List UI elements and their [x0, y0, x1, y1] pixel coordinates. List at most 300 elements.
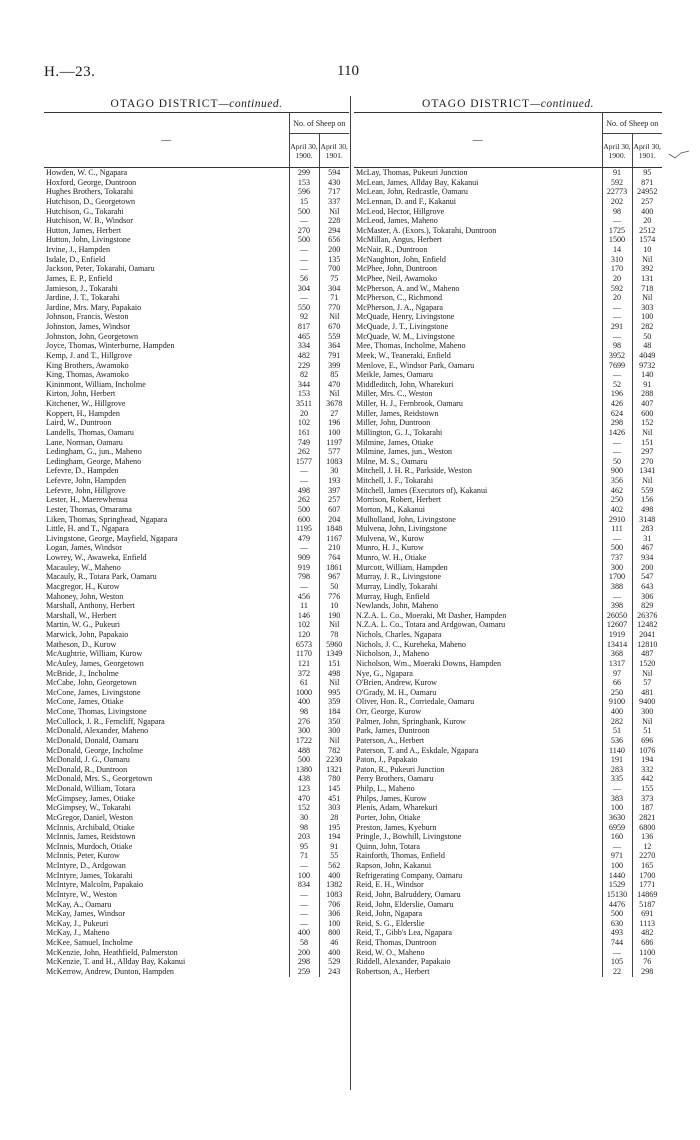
owner-name: Meikle, James, Oamaru	[354, 370, 602, 380]
owner-name: Isdale, D., Enfield	[44, 255, 289, 265]
sheep-1900: 100	[297, 870, 311, 880]
name-column-header: —	[354, 113, 602, 167]
sheep-1901: 562	[319, 861, 349, 871]
sheep-1900: 500	[297, 206, 311, 216]
owner-name: McKee, Samuel, Incholme	[44, 938, 289, 948]
sheep-1901: 442	[632, 774, 662, 784]
sheep-1901: 1197	[319, 438, 349, 448]
owner-name: Macauley, W., Maheno	[44, 563, 289, 573]
sheep-1901: 392	[632, 264, 662, 274]
owner-name: Palmer, John, Springbank, Kurow	[354, 717, 602, 727]
owner-name: Pringle, J., Bowhill, Livingstone	[354, 832, 602, 842]
owner-name: McKay, James, Windsor	[44, 909, 289, 919]
sheep-1900: 817	[297, 322, 311, 331]
sheep-1900: 6959	[608, 822, 626, 832]
sheep-1900: 4476	[608, 899, 626, 909]
table-row	[44, 582, 349, 592]
sheep-1901: 12810	[632, 640, 662, 650]
sheep-1900: 161	[297, 427, 311, 437]
table-row	[354, 399, 662, 409]
table-row	[44, 678, 349, 688]
sheep-1900: 7699	[608, 360, 626, 370]
sheep-1901: 27	[319, 409, 349, 419]
table-row	[354, 370, 662, 380]
owner-name: Philps, James, Kurow	[354, 794, 602, 804]
owner-name: Mitchell, J. H. R., Parkside, Weston	[354, 466, 602, 476]
owner-name: Kemp, J. and T., Hillgrove	[44, 351, 289, 361]
sheep-1901: 75	[319, 274, 349, 284]
owner-name: McDonald, William, Totara	[44, 784, 289, 794]
sheep-1900: 600	[297, 514, 311, 524]
table-row	[354, 553, 662, 563]
sheep-1900: 456	[297, 591, 311, 601]
owner-name: O'Grady, M. H., Oamaru	[354, 688, 602, 698]
sheep-1901: 967	[319, 572, 349, 582]
sheep-1901: Nil	[632, 293, 662, 303]
sheep-1900: 909	[297, 553, 311, 562]
sheep-1900: 479	[297, 533, 311, 543]
table-row	[44, 842, 349, 852]
sheep-1901: 700	[319, 264, 349, 274]
sheep-1901: 288	[632, 389, 662, 399]
sheep-1900: —	[612, 331, 622, 341]
owner-name: Kininmont, William, Incholme	[44, 380, 289, 390]
owner-name: Reid, S. G., Elderslie	[354, 919, 602, 929]
owner-name: McPhee, Neil, Awamoko	[354, 274, 602, 284]
table-row	[354, 563, 662, 573]
owner-name: Mulvena, John, Livingstone	[354, 524, 602, 534]
sheep-1901: 776	[319, 592, 349, 602]
sheep-1901: 14869	[632, 890, 662, 900]
sheep-1900: 488	[297, 745, 311, 755]
owner-name: Lefevre, John, Hampden	[44, 476, 289, 486]
owner-name: Matheson, D., Kurow	[44, 640, 289, 650]
sheep-1900: 1500	[608, 235, 626, 245]
sheep-1900: 1317	[608, 658, 626, 668]
table-row	[354, 928, 662, 938]
owner-name: Morton, M., Kakanui	[354, 505, 602, 515]
owner-name: Macauly, R., Totara Park, Oamaru	[44, 572, 289, 582]
owner-name: McLeod, James, Maheno	[354, 216, 602, 226]
owner-name: Johnson, Francis, Weston	[44, 312, 289, 322]
sheep-1901: 5960	[319, 640, 349, 650]
sheep-1901: 407	[632, 399, 662, 409]
sheep-1901: 780	[319, 774, 349, 784]
table-row	[354, 620, 662, 630]
table-row	[354, 274, 662, 284]
sheep-1901: 294	[319, 226, 349, 236]
sheep-1900: 283	[610, 764, 624, 774]
table-row	[354, 697, 662, 707]
table-row	[44, 630, 349, 640]
sheep-1901: 10	[632, 245, 662, 255]
owner-name: Nichols, J. C., Kureheka, Maheno	[354, 640, 602, 650]
sheep-1900: 259	[297, 966, 311, 976]
table-row	[354, 717, 662, 727]
sheep-1901: 1771	[632, 880, 662, 890]
sheep-1900: 2910	[608, 514, 626, 524]
table-row	[354, 168, 662, 178]
table-row	[354, 466, 662, 476]
sheep-1900: 22	[612, 966, 622, 976]
sheep-count-header: No. of Sheep on	[289, 113, 349, 134]
owner-name: Hutchison, W. B., Windsor	[44, 216, 289, 226]
table-row	[354, 389, 662, 399]
sheep-1901: 57	[632, 678, 662, 688]
table-row	[44, 505, 349, 515]
sheep-1900: 971	[610, 851, 624, 861]
sheep-1901: 451	[319, 794, 349, 804]
table-row	[354, 505, 662, 515]
sheep-1900: 14	[612, 245, 622, 254]
sheep-1900: —	[299, 909, 309, 919]
sheep-1901: 487	[632, 649, 662, 659]
sheep-1901: 1341	[632, 466, 662, 476]
table-row	[44, 823, 349, 833]
sheep-1900: 71	[299, 851, 309, 861]
sheep-1901: 2512	[632, 226, 662, 236]
owner-name: McMaster, A. (Exors.), Tokarahi, Duntroon	[354, 226, 602, 236]
sheep-1901: 529	[319, 957, 349, 967]
table-row	[44, 543, 349, 553]
table-row	[44, 245, 349, 255]
sheep-1900: 1426	[608, 427, 626, 437]
sheep-1901: 782	[319, 746, 349, 756]
sheep-1901: 1083	[319, 890, 349, 900]
table-row	[44, 813, 349, 823]
sheep-1900: 1700	[608, 572, 626, 582]
sheep-1901: 364	[319, 341, 349, 351]
owner-name: McQuade, W. M., Livingstone	[354, 332, 602, 342]
sheep-1901: 1076	[632, 746, 662, 756]
owner-name: Lefevre, D., Hampden	[44, 466, 289, 476]
owner-name: McCone, James, Otiake	[44, 697, 289, 707]
owner-name: McDonald, R., Duntroon	[44, 765, 289, 775]
sheep-1901: 656	[319, 235, 349, 245]
sheep-1900: 196	[610, 389, 624, 399]
left-table-header	[44, 112, 349, 168]
owner-name: Reid, John, Balruddery, Oamaru	[354, 890, 602, 900]
sheep-1900: —	[612, 216, 622, 226]
owner-name: McCone, Thomas, Livingstone	[44, 707, 289, 717]
sheep-1901: 152	[632, 418, 662, 428]
sheep-1901: 4049	[632, 351, 662, 361]
owner-name: Milmine, James, jun., Weston	[354, 447, 602, 457]
sheep-1901: 9732	[632, 361, 662, 371]
owner-name: Mulvena, W., Kurow	[354, 534, 602, 544]
sheep-1901: 10	[319, 601, 349, 611]
sheep-1900: 470	[297, 793, 311, 803]
sheep-1900: —	[299, 264, 309, 274]
owner-name: Orr, George, Kurow	[354, 707, 602, 717]
sheep-1901: 871	[632, 178, 662, 188]
sheep-1901: 46	[319, 938, 349, 948]
sheep-1901: 76	[632, 957, 662, 967]
sheep-1900: 291	[610, 322, 624, 331]
owner-name: Munro, W. H., Otiake	[354, 553, 602, 563]
table-row	[44, 303, 349, 313]
owner-name: Morrison, Robert, Herbert	[354, 495, 602, 505]
sheep-1901: 337	[319, 197, 349, 207]
sheep-1901: 1167	[319, 534, 349, 544]
owner-name: Hoxford, George, Duntroon	[44, 178, 289, 188]
sheep-1900: 1722	[295, 735, 313, 745]
owner-name: McIntyre, D., Ardgowan	[44, 861, 289, 871]
sheep-1901: 9400	[632, 697, 662, 707]
sheep-1900: —	[299, 899, 309, 909]
owner-name: McBride, J., Incholme	[44, 669, 289, 679]
table-row	[44, 399, 349, 409]
sheep-1900: 3630	[608, 812, 626, 822]
table-row	[44, 919, 349, 929]
owner-name: Oliver, Hon. R., Corriedale, Oamaru	[354, 697, 602, 707]
table-row	[354, 659, 662, 669]
sheep-1900: 121	[297, 658, 311, 668]
sheep-1901: 547	[632, 572, 662, 582]
table-row	[354, 293, 662, 303]
sheep-1900: 12607	[606, 620, 628, 630]
sheep-1900: 383	[610, 793, 624, 803]
table-row	[354, 284, 662, 294]
sheep-1901: 1861	[319, 563, 349, 573]
owner-name: McNaughton, John, Enfield	[354, 255, 602, 265]
owner-name: McInnis, Archibald, Otiake	[44, 823, 289, 833]
owner-name: Miller, Mrs. C., Weston	[354, 389, 602, 399]
sheep-1900: 493	[610, 928, 624, 938]
table-row	[44, 447, 349, 457]
table-row	[44, 341, 349, 351]
sheep-1900: 30	[299, 812, 309, 822]
table-row	[44, 553, 349, 563]
table-row	[354, 900, 662, 910]
sheep-1900: 203	[297, 832, 311, 842]
table-row	[44, 476, 349, 486]
sheep-1900: 56	[299, 273, 309, 283]
owner-name: Reid, W. O., Maheno	[354, 948, 602, 958]
owner-name: McAughtrie, William, Kurow	[44, 649, 289, 659]
sheep-1900: —	[299, 889, 309, 899]
sheep-1901: 155	[632, 784, 662, 794]
sheep-1900: 400	[610, 707, 624, 716]
sheep-1900: 438	[297, 774, 311, 784]
table-row	[44, 418, 349, 428]
sheep-1900: 160	[610, 832, 624, 842]
table-row	[44, 563, 349, 573]
sheep-1900: 170	[610, 264, 624, 274]
sheep-1900: 191	[610, 755, 624, 765]
owner-name: Macgregor, H., Kurow	[44, 582, 289, 592]
table-row	[354, 794, 662, 804]
sheep-1901: 28	[319, 813, 349, 823]
year-1900-header: April 30, 1900.	[290, 141, 318, 160]
sheep-1901: 165	[632, 861, 662, 871]
sheep-1900: 146	[297, 610, 311, 620]
sheep-1900: 630	[610, 918, 624, 928]
table-row	[354, 524, 662, 534]
owner-name: James, E. P., Enfield	[44, 274, 289, 284]
table-row	[354, 736, 662, 746]
sheep-1900: —	[612, 841, 622, 851]
sheep-1900: 11	[300, 601, 308, 611]
sheep-1901: 643	[632, 582, 662, 592]
sheep-1901: 400	[319, 948, 349, 958]
table-row	[354, 880, 662, 890]
table-row	[354, 842, 662, 852]
owner-name: Munro, H. J., Kurow	[354, 543, 602, 553]
table-row	[44, 688, 349, 698]
sheep-1901: 196	[319, 418, 349, 428]
owner-name: Mulholland, John, Livingstone	[354, 515, 602, 525]
sheep-1901: 31	[632, 534, 662, 544]
table-row	[354, 187, 662, 197]
sheep-1900: —	[299, 918, 309, 928]
table-row	[354, 765, 662, 775]
sheep-1901: 829	[632, 601, 662, 611]
sheep-1900: 798	[297, 572, 311, 582]
owner-name: Mitchell, J. F., Tokarahi	[354, 476, 602, 486]
table-row	[44, 900, 349, 910]
sheep-1901: 78	[319, 630, 349, 640]
owner-name: Menlove, E., Windsor Park, Oamaru	[354, 361, 602, 371]
table-row	[44, 765, 349, 775]
sheep-1900: 61	[299, 678, 309, 688]
owner-name: McLay, Thomas, Pukeuri Junction	[354, 168, 602, 178]
table-row	[354, 582, 662, 592]
table-row	[44, 226, 349, 236]
owner-name: Little, H. and T., Ngapara	[44, 524, 289, 534]
sheep-1900: 300	[297, 726, 311, 736]
owner-name: McLean, John, Redcastle, Oamaru	[354, 187, 602, 197]
owner-name: Newlands, John, Maheno	[354, 601, 602, 611]
sheep-1900: 20	[299, 408, 309, 418]
sheep-1901: 100	[319, 428, 349, 438]
table-row	[354, 774, 662, 784]
sheep-1900: 1170	[296, 649, 312, 659]
sheep-1901: 696	[632, 736, 662, 746]
sheep-1900: —	[299, 216, 309, 226]
sheep-1900: 202	[610, 196, 624, 206]
owner-name: Hutton, James, Herbert	[44, 226, 289, 236]
owner-name: King Brothers, Awamoko	[44, 361, 289, 371]
sheep-1900: 900	[610, 466, 624, 476]
table-row	[354, 669, 662, 679]
table-row	[354, 178, 662, 188]
sheep-1900: 1380	[295, 764, 313, 774]
owner-name: Paterson, T. and A., Eskdale, Ngapara	[354, 746, 602, 756]
sheep-1901: 3148	[632, 515, 662, 525]
table-row	[354, 957, 662, 967]
owner-name: Reid, Thomas, Duntroon	[354, 938, 602, 948]
sheep-1900: 82	[299, 370, 309, 380]
owner-name: Middleditch, John, Wharekuri	[354, 380, 602, 390]
sheep-1901: 498	[632, 505, 662, 515]
table-row	[44, 370, 349, 380]
sheep-1900: —	[612, 591, 622, 601]
sheep-1900: 20	[612, 273, 622, 283]
owner-name: Ledingham, George, Maheno	[44, 457, 289, 467]
owner-name: Mitchell, James (Executors of), Kakanui	[354, 486, 602, 496]
left-owners-table	[44, 168, 349, 977]
sheep-1901: Nil	[319, 620, 349, 630]
right-owners-table	[354, 168, 662, 977]
sheep-1900: 592	[610, 177, 624, 187]
sheep-1900: 105	[610, 957, 624, 967]
table-row	[354, 592, 662, 602]
sheep-1900: 398	[610, 601, 624, 611]
owner-name: Marwick, John, Papakaio	[44, 630, 289, 640]
owner-name: McNair, R., Duntroon	[354, 245, 602, 255]
table-row	[354, 197, 662, 207]
sheep-1900: —	[299, 245, 309, 254]
sheep-1900: 1140	[609, 745, 625, 755]
sheep-1901: 764	[319, 553, 349, 563]
sheep-1900: 91	[612, 168, 622, 177]
owner-name: Rapson, John, Kakanui	[354, 861, 602, 871]
sheep-1901: 194	[632, 755, 662, 765]
owner-name: McDonald, George, Incholme	[44, 746, 289, 756]
owner-name: Porter, John, Otiake	[354, 813, 602, 823]
sheep-1901: 140	[632, 370, 662, 380]
owner-name: Miller, James, Reidstown	[354, 409, 602, 419]
sheep-1901: 6800	[632, 823, 662, 833]
table-row	[44, 794, 349, 804]
sheep-1901: 151	[632, 438, 662, 448]
sheep-1901: 559	[632, 486, 662, 496]
year-1900-header: April 30, 1900.	[603, 141, 631, 160]
sheep-1901: 1113	[632, 919, 662, 929]
table-row	[44, 515, 349, 525]
sheep-1900: 123	[297, 784, 311, 793]
table-row	[44, 168, 349, 178]
sheep-1900: 15	[299, 196, 309, 206]
sheep-1900: 26050	[606, 610, 628, 620]
owner-name: Miller, John, Duntroon	[354, 418, 602, 428]
sheep-1900: —	[299, 476, 309, 485]
table-row	[354, 495, 662, 505]
sheep-1901: 800	[319, 928, 349, 938]
sheep-1901: 297	[632, 447, 662, 457]
owner-name: Miller, H. J., Fernbrook, Oamaru	[354, 399, 602, 409]
table-row	[44, 466, 349, 476]
owner-name: McInnis, James, Reidstown	[44, 832, 289, 842]
owner-name: Jardine, J. T., Tokarahi	[44, 293, 289, 303]
table-row	[354, 418, 662, 428]
table-row	[354, 967, 662, 977]
sheep-1900: 372	[297, 668, 311, 678]
owner-name: Paton, J., Papakaio	[354, 755, 602, 765]
owner-name: Robertson, A., Herbert	[354, 967, 602, 977]
sheep-1901: 686	[632, 938, 662, 948]
sheep-1901: 136	[632, 832, 662, 842]
sheep-1901: 995	[319, 688, 349, 698]
sheep-1900: 95	[299, 841, 309, 851]
sheep-1901: Nil	[319, 678, 349, 688]
sheep-1901: 200	[319, 245, 349, 255]
table-row	[44, 601, 349, 611]
sheep-1900: 98	[612, 206, 622, 216]
sheep-1900: 52	[612, 379, 622, 389]
owner-name: Ledingham, G., jun., Maheno	[44, 447, 289, 457]
sheep-1901: 2270	[632, 851, 662, 861]
table-row	[44, 207, 349, 217]
sheep-1901: 12482	[632, 620, 662, 630]
owner-name: Jamieson, J., Tokarahi	[44, 284, 289, 294]
owner-name: Mahoney, John, Weston	[44, 592, 289, 602]
sheep-1901: 187	[632, 803, 662, 813]
owner-name: McInnis, Peter, Kurow	[44, 851, 289, 861]
table-row	[44, 746, 349, 756]
sheep-1901: 300	[632, 707, 662, 717]
